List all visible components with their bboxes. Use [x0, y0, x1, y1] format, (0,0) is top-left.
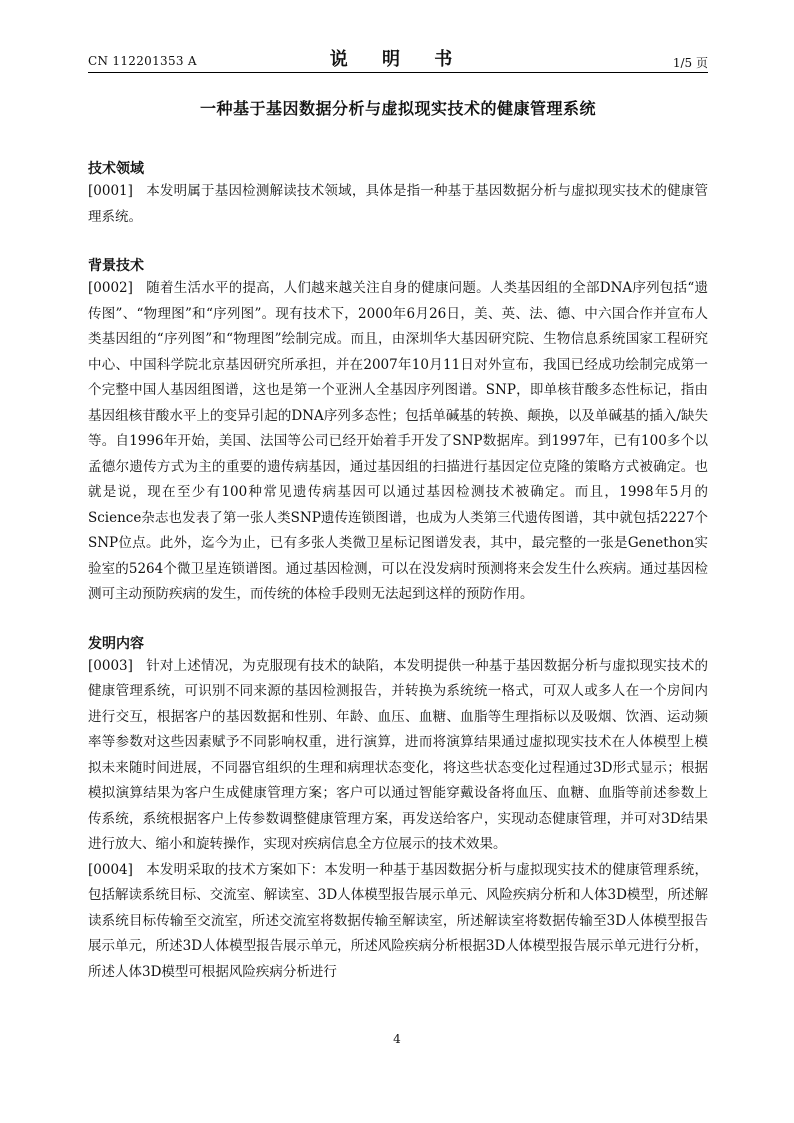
- section-heading: 技术领域: [88, 161, 144, 177]
- page-info: 1/5 页: [672, 56, 708, 70]
- section-heading: 发明内容: [88, 635, 144, 652]
- paragraph-0003: [88, 654, 708, 858]
- page-number: 4: [393, 1032, 401, 1046]
- paragraph-0002: [88, 276, 708, 608]
- header-divider: [88, 72, 708, 73]
- paragraph-0004: [88, 858, 708, 986]
- paragraph-text: 针对上述情况，为克服现有技术的缺陷，本发明提供一种基于基因数据分析与虚拟现实技术的健康管理系统，可识别不同来源的基因检测报告，并转换为系统统一格式，可双人或多人在一个房间内进行交互，根据客户的基因数据和性别、年龄、血压、血糖、血脂等生理指标以及吸烟、饮酒、运动频率等参数对这些因素赋予不同影响权重，进行演算，进而将演算结果通过虚拟现实技术在人体模型上模拟未来随时间进展，不同器官组织的生理和病理状态变化，将这些状态变化过程通过3D形式显示；根据模拟演算结果为客户生成健康管理方案；客户可以通过智能穿戴设备将血压、血糖、血脂等前述参数上传系统，系统根据客户上传参数调整健康管理方案，再发送给客户，实现动态健康管理，并可对3D结果进行放大、缩小和旋转操作，实现对疾病信息全方位展示的技术效果。: [88, 657, 708, 852]
- section-spacer: [88, 230, 708, 256]
- document-body: [88, 96, 708, 985]
- section-technical-field: [88, 159, 708, 230]
- paragraph-number: [0001]: [88, 183, 133, 199]
- section-invention-content: [88, 634, 708, 986]
- section-spacer: [88, 608, 708, 634]
- paragraph-number: [0004]: [88, 861, 133, 878]
- section-heading: 背景技术: [88, 258, 144, 274]
- document-title: 一种基于基因数据分析与虚拟现实技术的健康管理系统: [199, 99, 596, 118]
- paragraph-text: 本发明属于基因检测解读技术领域，具体是指一种基于基因数据分析与虚拟现实技术的健康管理系统。: [88, 183, 708, 225]
- document-type-title: 说 明 书: [329, 49, 467, 70]
- page-header: [88, 44, 708, 72]
- paragraph-number: [0002]: [88, 280, 133, 296]
- paragraph-number: [0003]: [88, 657, 133, 674]
- section-background-art: [88, 256, 708, 608]
- paragraph-text: 本发明采取的技术方案如下：本发明一种基于基因数据分析与虚拟现实技术的健康管理系统，包括解读系统目标、交流室、解读室、3D人体模型报告展示单元、风险疾病分析和人体3D模型，所述解读系统目标传输至交流室，所述交流室将数据传输至解读室，所述解读室将数据传输至3D人体模型报告展示单元，所述3D人体模型报告展示单元，所述风险疾病分析根据3D人体模型报告展示单元进行分析，所述人体3D模型可根据风险疾病分析进行: [88, 861, 708, 980]
- publication-number: CN 112201353 A: [88, 54, 197, 68]
- paragraph-0001: [88, 179, 708, 230]
- paragraph-text: 随着生活水平的提高，人们越来越关注自身的健康问题。人类基因组的全部DNA序列包括“遗传图”、“物理图”和“序列图”。现有技术下，2000年6月26日，美、英、法、德、中六国合作并宣布人类基因组的“序列图”和“物理图”绘制完成。而且，由深圳华大基因研究院、生物信息系统国家工程研究中心、中国科学院北京基因研究所承担，并在2007年10月11日对外宣布，我国已经成功绘制完成第一个完整中国人基因组图谱，这也是第一个亚洲人全基因序列图谱。SNP，即单核苷酸多态性标记，指由基因组核苷酸水平上的变异引起的DNA序列多态性；包括单碱基的转换、颠换，以及单碱基的插入/缺失等。自1996年开始，美国、法国等公司已经开始着手开发了SNP数据库。到1997年，已有100多个以孟德尔遗传方式为主的重要的遗传病基因，通过基因组的扫描进行基因定位克隆的策略方式被确定。也就是说，现在至少有100种常见遗传病基因可以通过基因检测技术被确定。而且，1998年5月的Science杂志也发表了第一张人类SNP遗传连锁图谱，也成为人类第三代遗传图谱，其中就包括2227个SNP位点。此外，迄今为止，已有多张人类微卫星标记图谱发表，其中，最完整的一张是Genethon实验室的5264个微卫星连锁谱图。通过基因检测，可以在没发病时预测将来会发生什么疾病。通过基因检测可主动预防疾病的发生，而传统的体检手段则无法起到这样的预防作用。: [88, 280, 708, 602]
